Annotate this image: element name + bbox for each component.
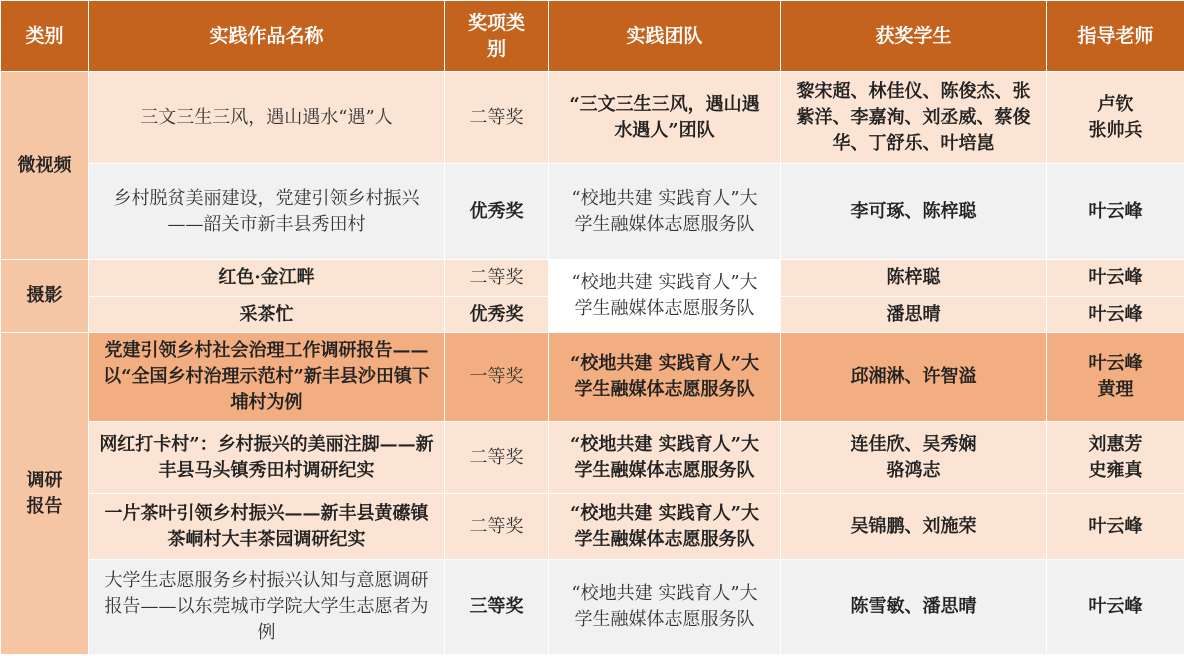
students-cell: 连佳欣、吴秀娴 骆鸿志 xyxy=(781,422,1047,494)
header-work-name: 实践作品名称 xyxy=(89,1,445,72)
students-cell: 潘思晴 xyxy=(781,297,1047,333)
header-row xyxy=(1,1,1184,72)
teacher-cell: 叶云峰 xyxy=(1047,260,1184,297)
team-cell: “校地共建 实践育人”大学生融媒体志愿服务队 xyxy=(549,560,781,655)
award-cell: 三等奖 xyxy=(445,560,549,655)
category-cell xyxy=(1,333,89,655)
work-name-cell: 党建引领乡村社会治理工作调研报告——以“全国乡村治理示范村”新丰县沙田镇下埔村为例 xyxy=(89,333,445,422)
header-teacher: 指导老师 xyxy=(1047,1,1184,72)
award-cell: 二等奖 xyxy=(445,422,549,494)
header-category: 类别 xyxy=(1,1,89,72)
team-cell: “三文三生三风，遇山遇水遇人”团队 xyxy=(549,72,781,164)
teacher-cell: 卢钦 张帅兵 xyxy=(1047,72,1184,164)
work-name-cell: 三文三生三风，遇山遇水“遇”人 xyxy=(89,72,445,164)
award-cell: 一等奖 xyxy=(445,333,549,422)
table-row xyxy=(1,422,1184,494)
header-team: 实践团队 xyxy=(549,1,781,72)
table-row xyxy=(1,260,1184,297)
team-cell: “校地共建 实践育人”大学生融媒体志愿服务队 xyxy=(549,333,781,422)
work-name-cell: 红色·金江畔 xyxy=(89,260,445,297)
table-row xyxy=(1,494,1184,560)
teacher-cell: 叶云峰 黄理 xyxy=(1047,333,1184,422)
work-name-cell: 大学生志愿服务乡村振兴认知与意愿调研报告——以东莞城市学院大学生志愿者为例 xyxy=(89,560,445,655)
category-label: 调研报告 xyxy=(26,469,63,517)
header-award: 奖项类别 xyxy=(445,1,549,72)
students-cell: 李可琢、陈梓聪 xyxy=(781,164,1047,260)
teacher-cell: 叶云峰 xyxy=(1047,164,1184,260)
teacher-cell: 叶云峰 xyxy=(1047,560,1184,655)
team-cell: “校地共建 实践育人”大学生融媒体志愿服务队 xyxy=(549,164,781,260)
team-cell: “校地共建 实践育人”大学生融媒体志愿服务队 xyxy=(549,422,781,494)
team-cell: “校地共建 实践育人”大学生融媒体志愿服务队 xyxy=(549,260,781,333)
team-cell: “校地共建 实践育人”大学生融媒体志愿服务队 xyxy=(549,494,781,560)
category-cell: 摄影 xyxy=(1,260,89,333)
teacher-cell: 叶云峰 xyxy=(1047,297,1184,333)
students-cell: 吴锦鹏、刘施荣 xyxy=(781,494,1047,560)
award-cell: 优秀奖 xyxy=(445,164,549,260)
students-cell: 黎宋超、林佳仪、陈俊杰、张紫洋、李嘉洵、刘丞威、蔡俊华、丁舒乐、叶培崑 xyxy=(781,72,1047,164)
table-row xyxy=(1,560,1184,655)
table-row xyxy=(1,333,1184,422)
header-students: 获奖学生 xyxy=(781,1,1047,72)
work-name-cell: 网红打卡村”：乡村振兴的美丽注脚——新丰县马头镇秀田村调研纪实 xyxy=(89,422,445,494)
table-row xyxy=(1,72,1184,164)
category-cell: 微视频 xyxy=(1,72,89,260)
table-row xyxy=(1,164,1184,260)
students-cell: 陈梓聪 xyxy=(781,260,1047,297)
award-cell: 优秀奖 xyxy=(445,297,549,333)
students-cell: 邱湘淋、许智溢 xyxy=(781,333,1047,422)
work-name-cell: 乡村脱贫美丽建设，党建引领乡村振兴——韶关市新丰县秀田村 xyxy=(89,164,445,260)
students-cell: 陈雪敏、潘思晴 xyxy=(781,560,1047,655)
work-name-cell: 采茶忙 xyxy=(89,297,445,333)
teacher-cell: 叶云峰 xyxy=(1047,494,1184,560)
award-cell: 二等奖 xyxy=(445,260,549,297)
work-name-cell: 一片茶叶引领乡村振兴——新丰县黄礤镇茶峒村大丰茶园调研纪实 xyxy=(89,494,445,560)
award-cell: 二等奖 xyxy=(445,72,549,164)
award-cell: 二等奖 xyxy=(445,494,549,560)
teacher-cell: 刘惠芳 史雍真 xyxy=(1047,422,1184,494)
